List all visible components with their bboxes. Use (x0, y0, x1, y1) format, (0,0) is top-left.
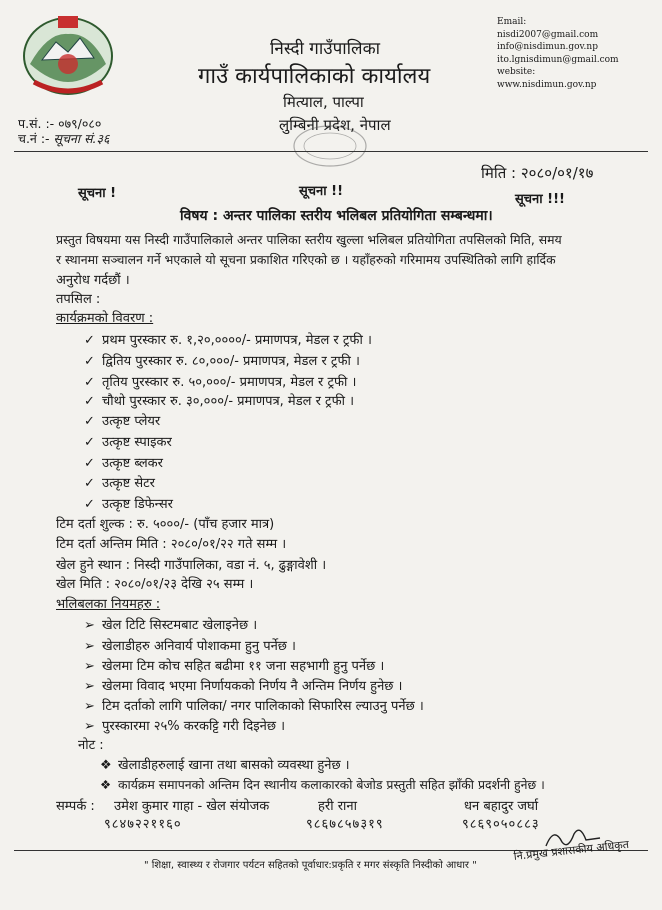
registration-fee: टिम दर्ता शुल्क : रु. ५०००/- (पाँच हजार मात्र) (56, 517, 275, 532)
website: www.nisdimun.gov.np (497, 79, 597, 90)
email-label: Email: (497, 17, 527, 27)
diamond-bullet-icon: ❖ (100, 777, 112, 792)
paragraph-line-3: अनुरोध गर्दछौं । (56, 273, 130, 288)
chalani-number (18, 130, 110, 147)
contact-person-2-name: हरी राना (318, 799, 357, 814)
arrow-bullet-icon: ➢ (84, 639, 95, 654)
program-item: ✓ द्वितिय पुरस्कार रु. ८०,०००/- प्रमाणपत्र, मेडल र ट्रफी । (84, 354, 360, 369)
check-icon: ✓ (84, 497, 95, 512)
notice-heading-2: सूचना !! (299, 184, 344, 199)
contact-person-1-name: उमेश कुमार गाहा - खेल संयोजक (114, 799, 270, 814)
chalani-label: च.नं :- (18, 131, 50, 146)
program-item: ✓ उत्कृष्ट सेटर (84, 476, 155, 491)
notice-date: मिति : २०८०/०१/१७ (481, 164, 594, 182)
check-icon: ✓ (84, 333, 95, 348)
email-2: info@nisdimun.gov.np (497, 42, 598, 53)
arrow-bullet-icon: ➢ (84, 719, 95, 734)
footer-motto: " शिक्षा, स्वास्थ्य र रोजगार पर्यटन सहितको पूर्वाधार:प्रकृति र मगर संस्कृति निस्दीको आधार " (144, 860, 477, 871)
check-icon: ✓ (84, 394, 95, 409)
program-item: ✓ उत्कृष्ट ब्लकर (84, 456, 163, 471)
contact-person-3-name: धन बहादुर जर्घा (464, 799, 539, 814)
paragraph-line-2: र स्थानमा सञ्चालन गर्ने भएकाले यो सूचना प्रकाशित गरिएको छ । यहाँहरुको गरिमामय उपस्थितिको लागि हार्दिक (56, 252, 556, 267)
paragraph-line-1: प्रस्तुत विषयमा यस निस्दी गाउँपालिकाले अन्तर पालिका स्तरीय खुल्ला भलिबल प्रतियोगिता तपसिलको मिति, समय (56, 232, 562, 247)
program-item: ✓ उत्कृष्ट डिफेन्सर (84, 497, 173, 512)
arrow-bullet-icon: ➢ (84, 659, 95, 674)
check-icon: ✓ (84, 414, 95, 429)
rule-item: ➢ खेलमा विवाद भएमा निर्णायकको निर्णय नै अन्तिम निर्णय हुनेछ । (84, 679, 403, 694)
contact-block (497, 16, 619, 92)
program-item: ✓ चौथो पुरस्कार रु. ३०,०००/- प्रमाणपत्र, मेडल र ट्रफी । (84, 394, 355, 409)
check-icon: ✓ (84, 435, 95, 450)
office-province: लुम्बिनी प्रदेश, नेपाल (279, 116, 391, 134)
contact-label: सम्पर्क : (56, 799, 95, 814)
contact-person-1-phone: ९८४७२२११६० (104, 817, 182, 832)
rule-item: ➢ खेलमा टिम कोच सहित बढीमा ११ जना सहभागी हुनु पर्नेछ । (84, 659, 385, 674)
program-heading: कार्यक्रमको विवरण : (56, 311, 154, 326)
diamond-bullet-icon: ❖ (100, 758, 112, 773)
subject-line: विषय : अन्तर पालिका स्तरीय भलिबल प्रतियोगिता सम्बन्धमा। (180, 208, 493, 224)
note-heading: नोट : (78, 738, 104, 753)
office-place: मित्याल, पाल्पा (283, 93, 364, 111)
office-name: गाउँ कार्यपालिकाको कार्यालय (198, 64, 431, 89)
arrow-bullet-icon: ➢ (84, 679, 95, 694)
program-item: ✓ प्रथम पुरस्कार रु. १,२०,००००/- प्रमाणपत्र, मेडल र ट्रफी । (84, 333, 372, 348)
note-item: ❖ कार्यक्रम समापनको अन्तिम दिन स्थानीय कलाकारको बेजोड प्रस्तुती सहित झाँकी प्रदर्शनी हुनेछ । (100, 777, 545, 792)
rule-item: ➢ खेलाडीहरु अनिवार्य पोशाकमा हुनु पर्नेछ । (84, 639, 296, 654)
program-item: ✓ तृतिय पुरस्कार रु. ५०,०००/- प्रमाणपत्र, मेडल र ट्रफी । (84, 375, 357, 390)
tapasil-label: तपसिल : (56, 292, 101, 307)
venue: खेल हुने स्थान : निस्दी गाउँपालिका, वडा नं. ५, ढुङ्गावेशी । (56, 558, 327, 573)
program-item: ✓ उत्कृष्ट स्पाइकर (84, 435, 172, 450)
chalani-value: सूचना सं.३६ (53, 131, 110, 146)
note-item: ❖ खेलाडीहरुलाई खाना तथा बासको व्यवस्था हुनेछ । (100, 758, 350, 773)
check-icon: ✓ (84, 476, 95, 491)
municipality-emblem-icon (20, 12, 116, 96)
contact-person-2-phone: ९८६७८५७३१९ (306, 817, 384, 832)
notice-heading-3: सूचना !!! (515, 192, 565, 207)
email-3: ito.lgnisdimun@gmail.com (497, 54, 619, 65)
patra-sankhya: प.सं. :- ०७९/०८० (18, 116, 102, 131)
arrow-bullet-icon: ➢ (84, 699, 95, 714)
header-divider (14, 151, 648, 152)
municipality-name: निस्दी गाउँपालिका (270, 39, 381, 59)
rule-item: ➢ टिम दर्ताको लागि पालिका/ नगर पालिकाको सिफारिस ल्याउनु पर्नेछ । (84, 699, 424, 714)
email-1: nisdi2007@gmail.com (497, 29, 599, 40)
program-item: ✓ उत्कृष्ट प्लेयर (84, 414, 161, 429)
contact-person-3-phone: ९८६९०५०८८३ (462, 817, 540, 832)
check-icon: ✓ (84, 456, 95, 471)
rule-item: ➢ खेल टिटि सिस्टमबाट खेलाइनेछ । (84, 618, 258, 633)
signatory-title: नि.प्रमुख प्रशासकीय अधिकृत (513, 837, 630, 863)
rule-item: ➢ पुरस्कारमा २५% करकट्टि गरी दिइनेछ । (84, 719, 286, 734)
match-dates: खेल मिति : २०८०/०१/२३ देखि २५ सम्म । (56, 577, 254, 592)
check-icon: ✓ (84, 375, 95, 390)
registration-deadline: टिम दर्ता अन्तिम मिति : २०८०/०१/२२ गते सम्म । (56, 537, 287, 552)
website-label: website: (497, 67, 536, 78)
arrow-bullet-icon: ➢ (84, 618, 95, 633)
check-icon: ✓ (84, 354, 95, 369)
office-stamp-icon (290, 122, 370, 170)
notice-heading-1: सूचना ! (78, 186, 117, 201)
rules-heading: भलिबलका नियमहरु : (56, 597, 161, 612)
